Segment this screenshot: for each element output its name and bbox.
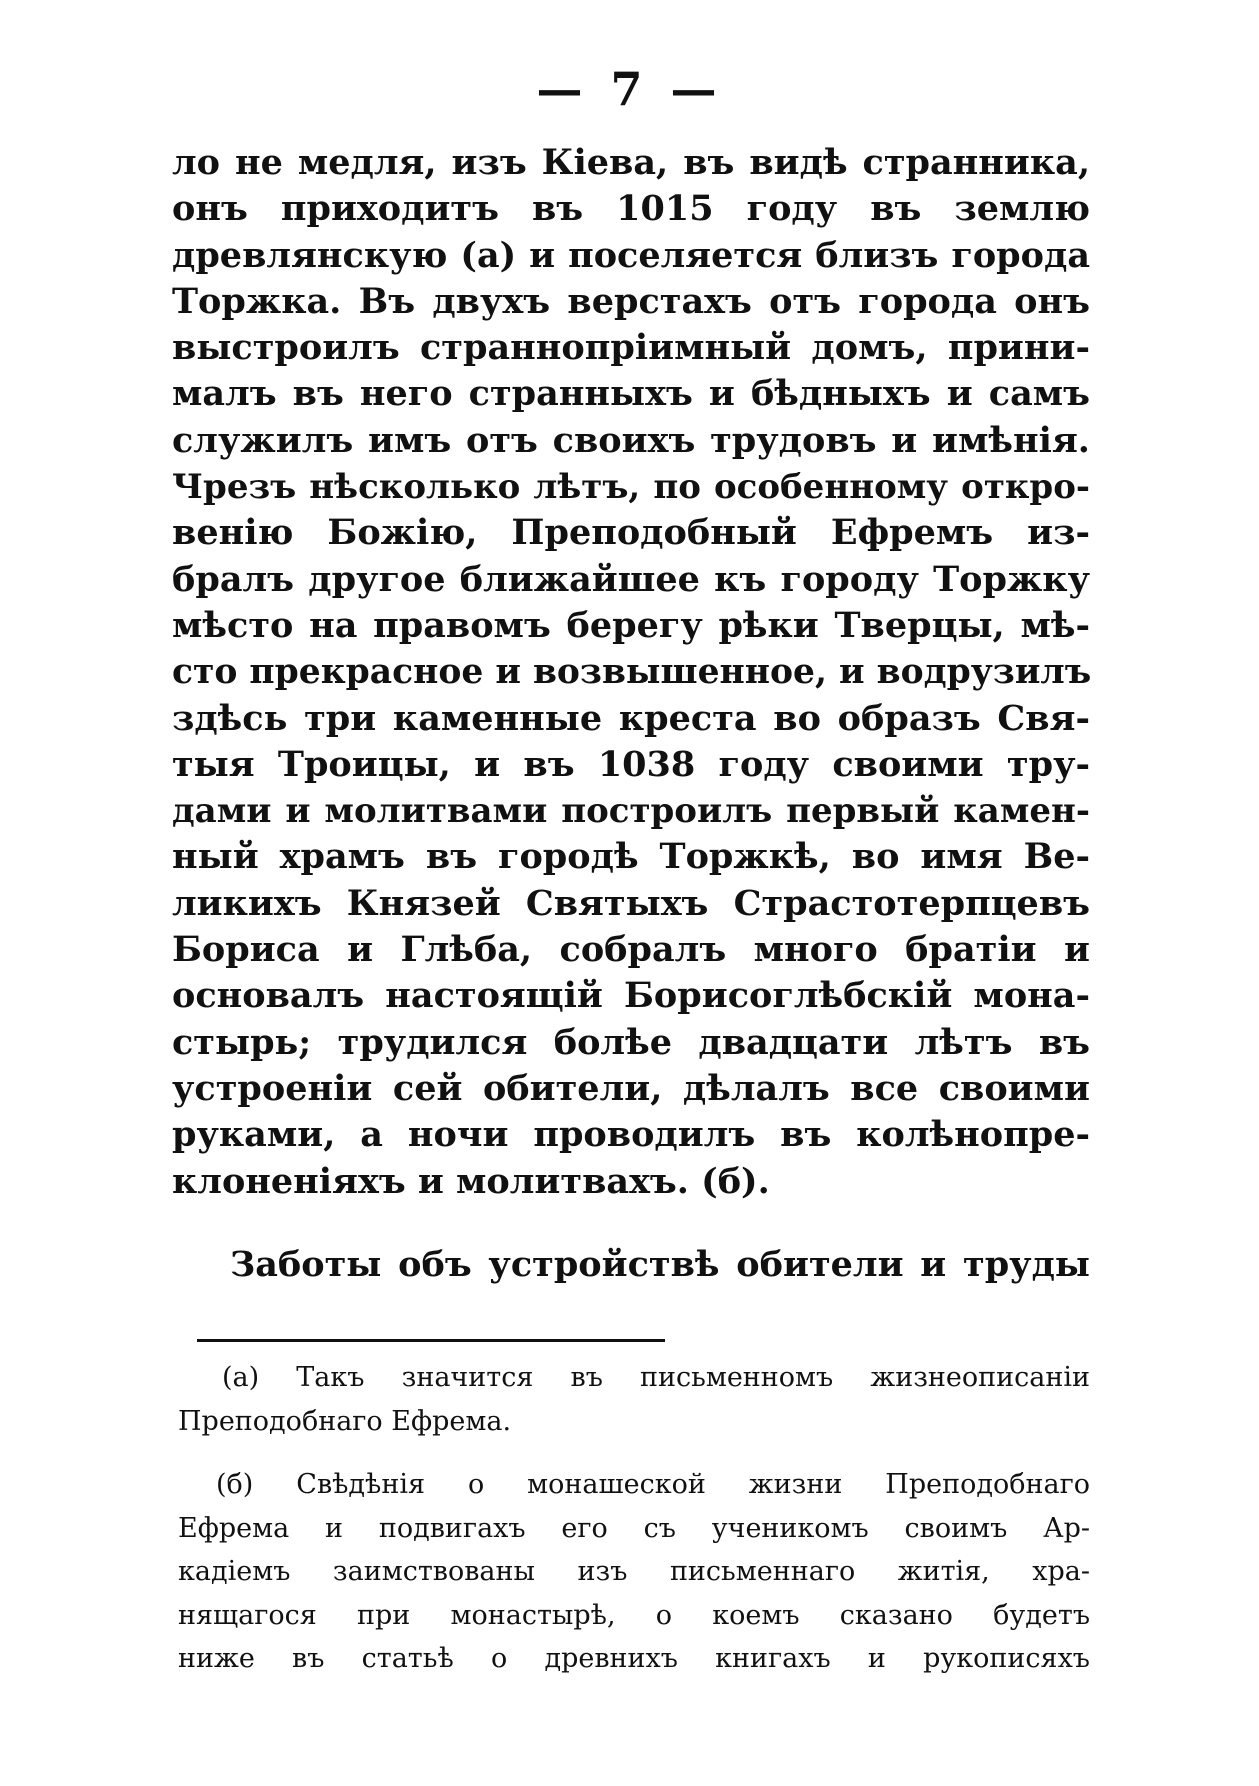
text-line: ло не медля, изъ Кiева, въ видѣ странника, <box>172 142 1090 183</box>
footnote-line: ниже въ статьѣ о древнихъ книгахъ и рукописяхъ <box>178 1643 1090 1674</box>
text-line: клоненiяхъ и молитвахъ. (б). <box>172 1160 770 1202</box>
footnote-line: Преподобнаго Ефрема. <box>178 1405 512 1437</box>
text-line: ный храмъ въ городѣ Торжкѣ, во имя Ве- <box>172 836 1090 878</box>
text-line: сто прекрасное и возвышенное, и водрузилъ <box>172 652 1092 693</box>
footnote-line: кадiемъ заимствованы изъ письменнаго житiя, хра- <box>178 1556 1090 1587</box>
text-line: древлянскую (а) и поселяется близъ города <box>172 234 1090 276</box>
footnote-a <box>178 1356 1090 1443</box>
text-line: бралъ другое ближайшее къ городу Торжку <box>172 558 1090 600</box>
footnote-separator <box>197 1339 665 1342</box>
text-line: стырь; трудился болѣе двадцати лѣтъ въ <box>172 1021 1090 1063</box>
text-line: выстроилъ страннопрiимный домъ, прини- <box>172 327 1090 369</box>
text-line: дами и молитвами построилъ первый камен- <box>172 791 1090 832</box>
main-text-block <box>172 140 1090 1205</box>
text-line: тыя Троицы, и въ 1038 году своими тру- <box>172 743 1090 785</box>
footnote-b <box>178 1463 1090 1681</box>
text-line: венiю Божiю, Преподобный Ефремъ из- <box>172 512 1090 554</box>
next-paragraph-line: Заботы объ устройствѣ обители и труды <box>230 1244 1090 1285</box>
footnote-line: (б) Свѣдѣнiя о монашеской жизни Преподобнаго <box>216 1469 1090 1500</box>
text-line: устроенiи сей обители, дѣлалъ все своими <box>172 1067 1090 1109</box>
page-number: — 7 — <box>536 62 723 116</box>
text-line: основалъ настоящiй Борисоглѣбскiй мона- <box>172 975 1090 1017</box>
footnote-line: Ефрема и подвигахъ его съ ученикомъ своимъ Ар- <box>178 1512 1090 1544</box>
text-line: Бориса и Глѣба, собралъ много братiи и <box>172 929 1090 971</box>
text-line: здѣсь три каменные креста во образъ Свя- <box>172 697 1090 739</box>
text-line: онъ приходитъ въ 1015 году въ землю <box>172 188 1090 230</box>
footnote-line: (а) Такъ значится въ письменномъ жизнеописанiи <box>222 1362 1090 1393</box>
text-line: малъ въ него странныхъ и бѣдныхъ и самъ <box>172 373 1090 415</box>
text-line: ликихъ Князей Святыхъ Страстотерпцевъ <box>172 882 1090 924</box>
text-line: служилъ имъ отъ своихъ трудовъ и имѣнiя. <box>172 419 1090 461</box>
text-line: Чрезъ нѣсколько лѣтъ, по особенному откро- <box>172 467 1090 508</box>
text-line: мѣсто на правомъ берегу рѣки Тверцы, мѣ- <box>172 604 1090 646</box>
text-line: руками, а ночи проводилъ въ колѣнопре- <box>172 1114 1090 1156</box>
text-line: Торжка. Въ двухъ верстахъ отъ города онъ <box>172 280 1090 322</box>
footnote-line: нящагося при монастырѣ, о коемъ сказано будетъ <box>178 1599 1090 1631</box>
